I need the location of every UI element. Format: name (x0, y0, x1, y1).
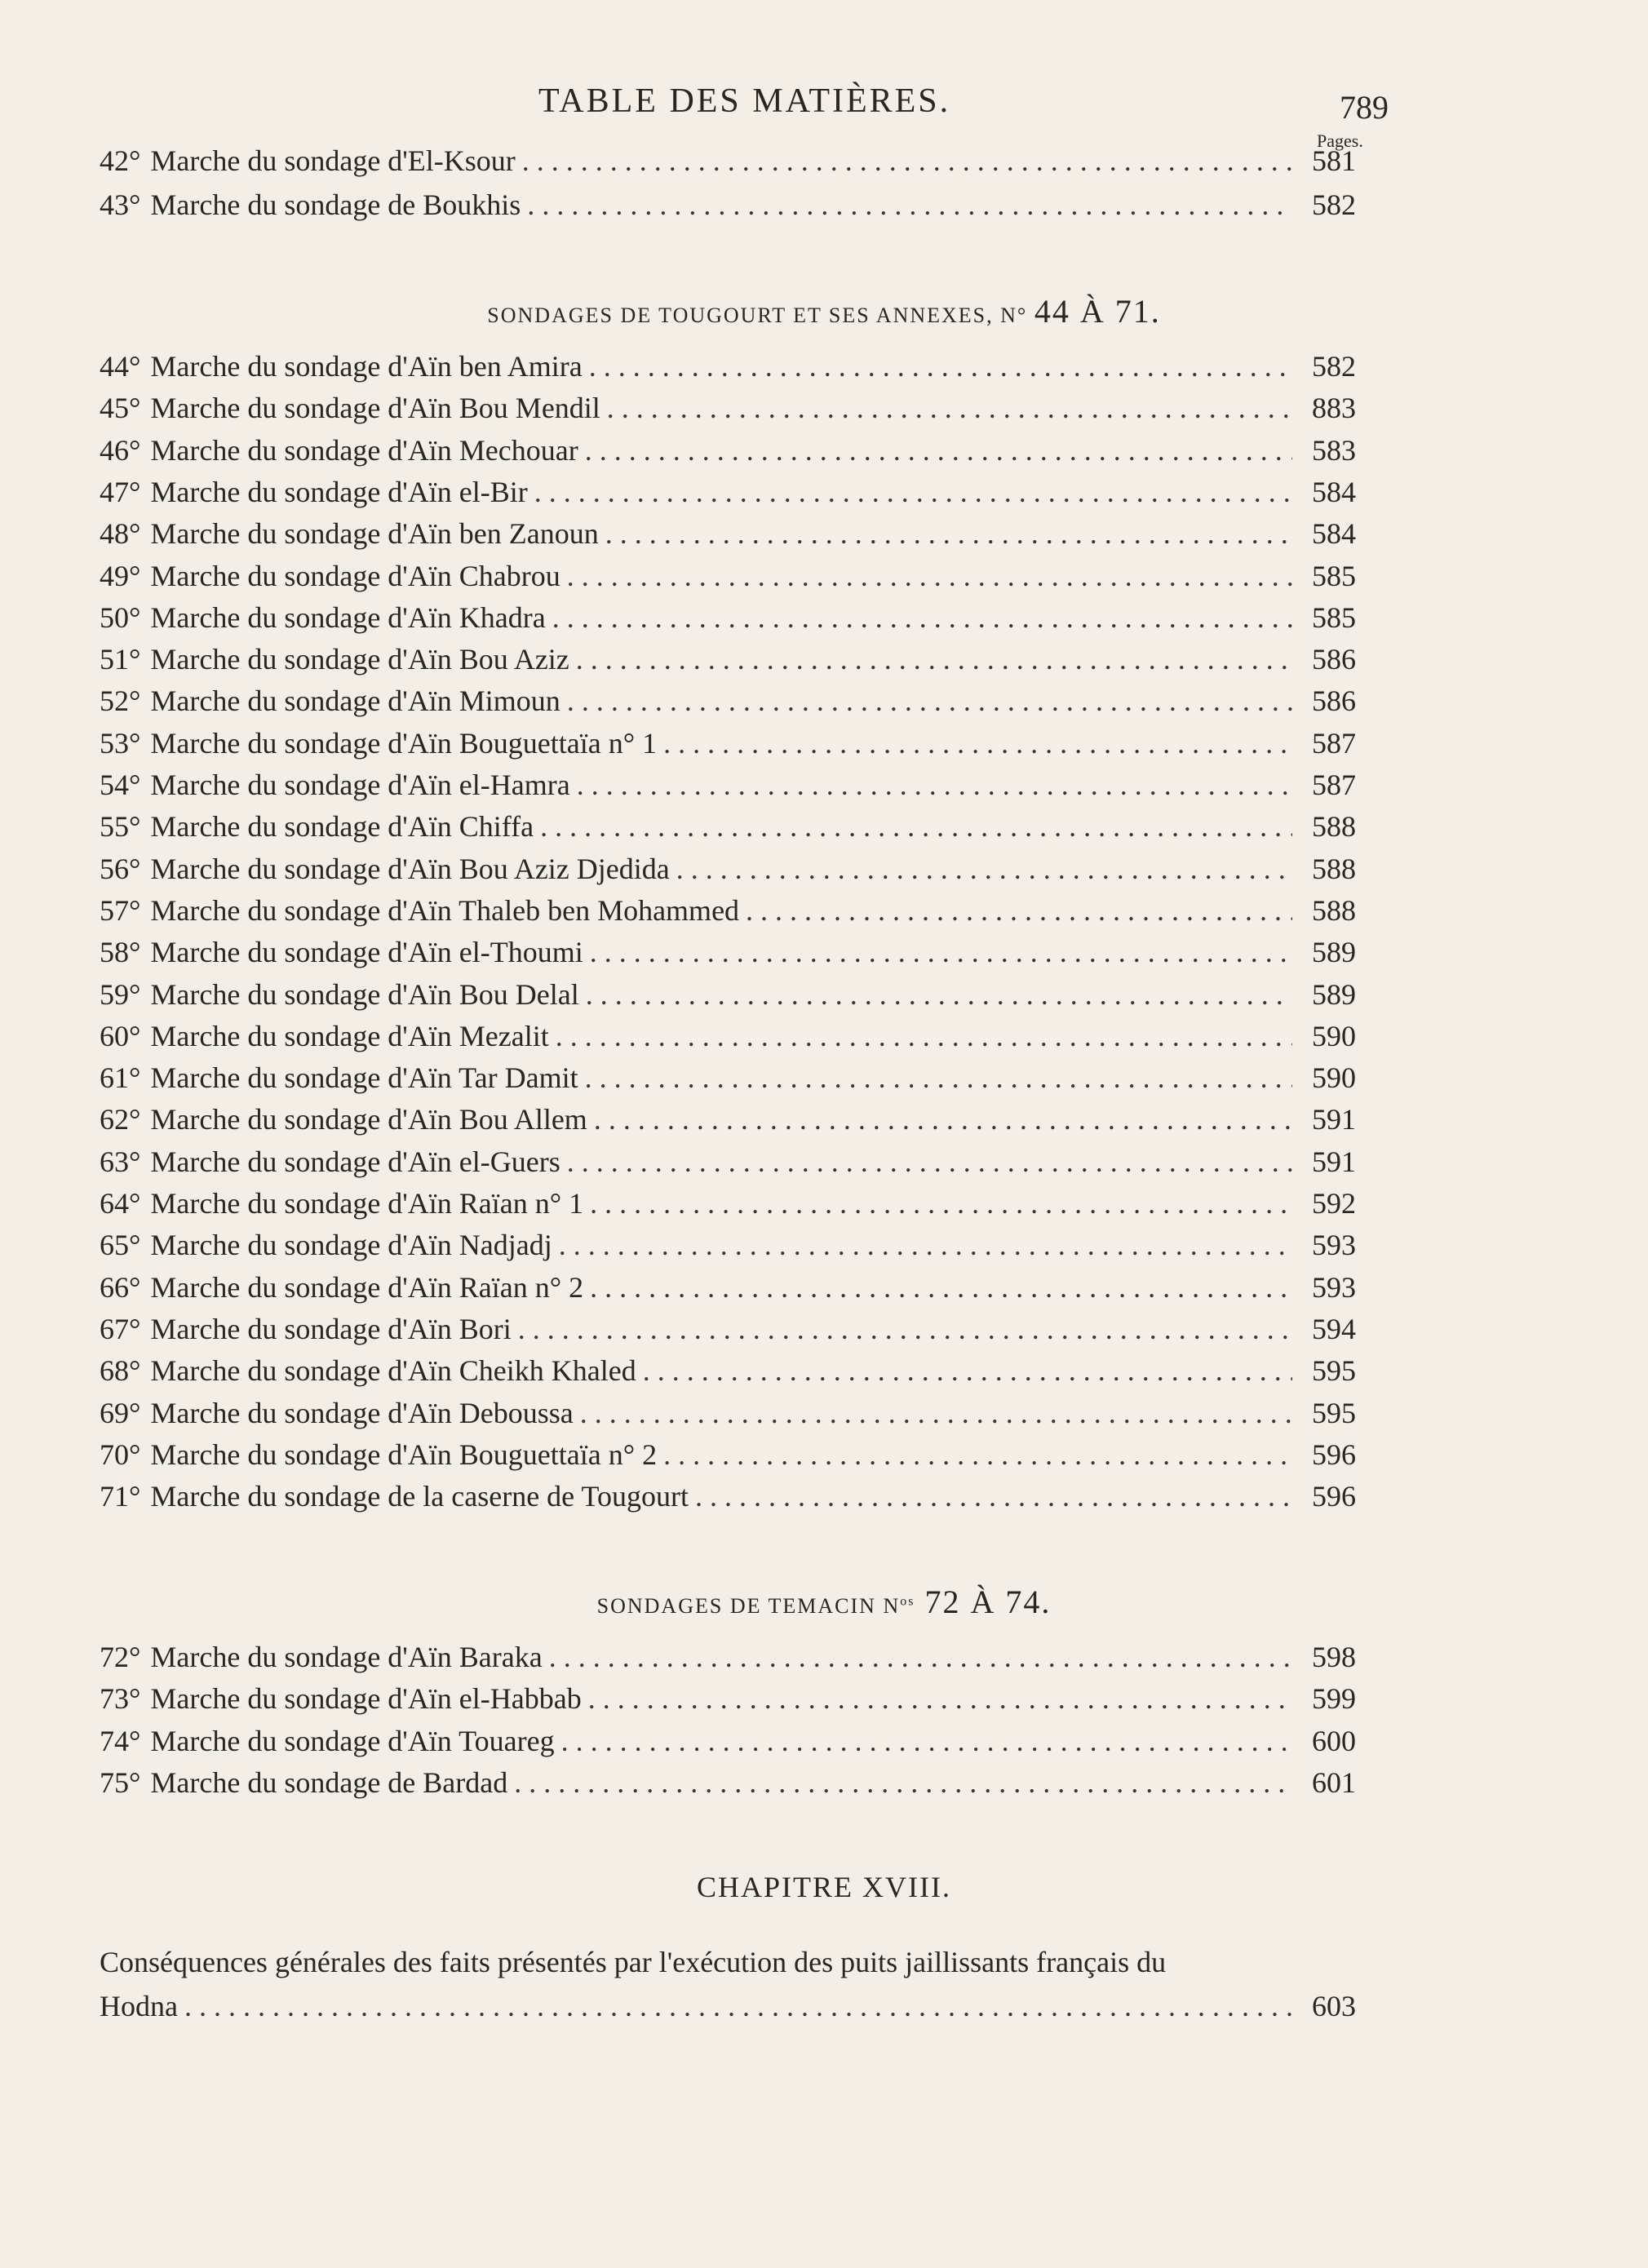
entry-number: 42° (100, 144, 141, 177)
running-header (0, 75, 1648, 132)
toc-entry (100, 600, 1356, 641)
entry-number: 75° (100, 1765, 141, 1799)
entry-number: 70° (100, 1437, 141, 1471)
entry-page: 593 (1312, 1270, 1356, 1304)
entry-number: 74° (100, 1724, 141, 1757)
dot-leader (590, 1270, 1292, 1305)
entry-title: Marche du sondage d'Aïn Bouguettaïa n° 2 (150, 1437, 658, 1471)
toc-entry (100, 1228, 1356, 1269)
toc-entry (100, 1270, 1356, 1311)
toc-entry (100, 1396, 1356, 1437)
entry-title: Marche du sondage d'Aïn Baraka (150, 1641, 543, 1673)
entry-title: Marche du sondage d'Aïn Mimoun (150, 684, 560, 718)
entry-number: 43° (100, 188, 141, 221)
dot-leader (663, 726, 1292, 760)
dot-leader (590, 935, 1292, 969)
entry-number: 55° (100, 810, 141, 844)
entry-page: 590 (1312, 1061, 1356, 1095)
entry-page: 883 (1312, 392, 1356, 425)
entry-page: 583 (1312, 433, 1356, 467)
dot-leader (184, 1989, 1292, 2023)
entry-title: Marche du sondage d'Aïn Raïan n° 1 (150, 1187, 584, 1220)
entry-title: Marche du sondage d'Aïn Thaleb ben Mohammed (150, 893, 740, 927)
section-heading-temacin (0, 1583, 1648, 1621)
entry-page: 594 (1312, 1312, 1356, 1345)
entry-title: Marche du sondage de Boukhis (150, 188, 521, 221)
dot-leader (607, 391, 1292, 425)
entry-page: 599 (1312, 1682, 1356, 1716)
header-title: TABLE DES MATIÈRES. (538, 82, 951, 120)
dot-leader (567, 559, 1292, 593)
entry-title: Marche du sondage d'Aïn Bori (150, 1312, 512, 1345)
section-heading-tougourt (0, 292, 1648, 330)
entry-page: 591 (1312, 1103, 1356, 1136)
chapter-title: CHAPITRE XVIII. (697, 1871, 951, 1903)
toc-entry (100, 391, 1356, 432)
toc-entry (100, 1765, 1356, 1806)
toc-entry (100, 349, 1356, 390)
dot-leader (552, 600, 1292, 635)
entry-number: 65° (100, 1229, 141, 1262)
dot-leader (663, 1437, 1292, 1472)
entry-number: 51° (100, 643, 141, 676)
toc-entry (100, 1353, 1356, 1394)
entry-number: 46° (100, 433, 141, 467)
entry-number: 61° (100, 1061, 141, 1095)
entry-title: Marche du sondage d'Aïn Nadjadj (150, 1229, 552, 1262)
entry-page: 585 (1312, 559, 1356, 592)
dot-leader (676, 852, 1292, 886)
entry-number: 45° (100, 392, 141, 425)
entry-page: 596 (1312, 1480, 1356, 1513)
entry-number: 63° (100, 1145, 141, 1178)
entry-number: 68° (100, 1354, 141, 1388)
toc-entry (100, 1640, 1356, 1681)
entry-title: Marche du sondage d'Aïn el-Bir (150, 475, 528, 508)
dot-leader (540, 809, 1292, 844)
toc-entry (100, 809, 1356, 850)
dot-leader (585, 1061, 1292, 1095)
entry-title: Hodna (100, 1990, 178, 2022)
toc-entry (100, 1479, 1356, 1520)
toc-entry (100, 1437, 1356, 1478)
dot-leader (590, 1186, 1292, 1220)
entry-number: 64° (100, 1187, 141, 1220)
entry-title: Marche du sondage d'Aïn el-Hamra (150, 769, 570, 801)
entry-page: 584 (1312, 475, 1356, 508)
toc-entry (100, 433, 1356, 474)
entry-title: Marche du sondage de la caserne de Tougourt (150, 1480, 689, 1513)
dot-leader (594, 1102, 1292, 1136)
toc-entry (100, 1681, 1356, 1722)
entry-title: Marche du sondage d'Aïn Bou Delal (150, 977, 579, 1011)
entry-number: 59° (100, 977, 141, 1011)
dot-leader (580, 1396, 1292, 1430)
entry-page: 586 (1312, 643, 1356, 676)
entry-page: 596 (1312, 1437, 1356, 1471)
entry-page: 581 (1312, 144, 1356, 177)
entry-number: 62° (100, 1103, 141, 1136)
entry-page: 588 (1312, 893, 1356, 927)
toc-entry (100, 559, 1356, 600)
entry-page: 584 (1312, 517, 1356, 551)
toc-entry (100, 1186, 1356, 1227)
toc-entry (100, 516, 1356, 557)
entry-title: Marche du sondage d'Aïn Raïan n° 2 (150, 1270, 584, 1304)
dot-leader (567, 684, 1292, 718)
toc-entry (100, 768, 1356, 808)
entry-title: Marche du sondage d'El-Ksour (150, 144, 516, 177)
entry-number: 67° (100, 1312, 141, 1345)
entry-page: 590 (1312, 1019, 1356, 1052)
entry-title: Marche du sondage d'Aïn Bou Allem (150, 1103, 587, 1136)
section-title: SONDAGES DE TEMACIN N (596, 1594, 901, 1618)
toc-entry (100, 188, 1356, 228)
entry-number: 69° (100, 1396, 141, 1429)
toc-entry (100, 935, 1356, 976)
dot-leader (549, 1640, 1292, 1674)
entry-title: Marche du sondage d'Aïn Chiffa (150, 810, 534, 844)
entry-page: 592 (1312, 1187, 1356, 1220)
entry-number: 48° (100, 517, 141, 551)
entry-title: Marche du sondage de Bardad (150, 1765, 508, 1799)
toc-entry (100, 1312, 1356, 1353)
entry-title: Marche du sondage d'Aïn Mechouar (150, 433, 578, 467)
dot-leader (556, 1019, 1292, 1053)
header-page-number: 789 (1340, 89, 1389, 126)
entry-title: Marche du sondage d'Aïn Touareg (150, 1724, 555, 1757)
entry-page: 603 (1312, 1990, 1356, 2022)
dot-leader (746, 893, 1292, 928)
toc-entry (100, 1102, 1356, 1143)
entry-page: 589 (1312, 977, 1356, 1011)
toc-entry (100, 1145, 1356, 1185)
dot-leader (589, 349, 1292, 383)
entry-page: 588 (1312, 852, 1356, 885)
entry-number: 60° (100, 1019, 141, 1052)
entry-title: Marche du sondage d'Aïn ben Zanoun (150, 517, 599, 551)
dot-leader (576, 642, 1292, 676)
chapter-entry (100, 1989, 1356, 2030)
entry-number: 53° (100, 726, 141, 760)
entry-number: 50° (100, 600, 141, 634)
dot-leader (643, 1353, 1292, 1388)
entry-number: 47° (100, 475, 141, 508)
entry-number: 73° (100, 1682, 141, 1716)
entry-title: Marche du sondage d'Aïn Chabrou (150, 559, 560, 592)
dot-leader (534, 475, 1292, 509)
entry-title: Marche du sondage d'Aïn el-Thoumi (150, 936, 583, 969)
section-superscript: os (900, 1594, 915, 1609)
dot-leader (559, 1228, 1292, 1262)
entry-number: 71° (100, 1480, 141, 1513)
toc-entry (100, 977, 1356, 1018)
dot-leader (605, 516, 1292, 551)
entry-title: Marche du sondage d'Aïn Mezalit (150, 1019, 549, 1052)
entry-number: 57° (100, 893, 141, 927)
entry-page: 589 (1312, 936, 1356, 969)
section-title: SONDAGES DE TOUGOURT ET SES ANNEXES, N° (487, 303, 1034, 327)
entry-page: 600 (1312, 1724, 1356, 1757)
dot-leader (586, 977, 1292, 1012)
entry-page: 588 (1312, 810, 1356, 844)
entry-number: 56° (100, 852, 141, 885)
entry-number: 44° (100, 350, 141, 383)
entry-title: Marche du sondage d'Aïn Cheikh Khaled (150, 1354, 636, 1388)
section-range: 72 À 74. (915, 1584, 1052, 1620)
entry-page: 582 (1312, 350, 1356, 383)
entry-title: Marche du sondage d'Aïn Bouguettaïa n° 1 (150, 726, 658, 760)
entry-title: Marche du sondage d'Aïn Bou Mendil (150, 392, 600, 425)
dot-leader (561, 1724, 1292, 1758)
entry-title: Marche du sondage d'Aïn el-Guers (150, 1145, 560, 1178)
toc-entry (100, 1724, 1356, 1765)
entry-page: 598 (1312, 1641, 1356, 1673)
entry-page: 585 (1312, 600, 1356, 634)
entry-page: 591 (1312, 1145, 1356, 1178)
entry-page: 595 (1312, 1354, 1356, 1388)
entry-page: 582 (1312, 188, 1356, 221)
pages-label: Pages. (1317, 131, 1363, 151)
toc-entry (100, 726, 1356, 767)
entry-page: 587 (1312, 769, 1356, 801)
entry-page: 593 (1312, 1229, 1356, 1262)
toc-entry (100, 475, 1356, 516)
section-range: 44 À 71. (1034, 293, 1161, 330)
entry-number: 72° (100, 1641, 141, 1673)
entry-title: Marche du sondage d'Aïn Khadra (150, 600, 546, 634)
dot-leader (567, 1145, 1292, 1179)
dot-leader (518, 1312, 1292, 1346)
toc-entry (100, 1061, 1356, 1101)
entry-page: 601 (1312, 1765, 1356, 1799)
entry-title: Marche du sondage d'Aïn Deboussa (150, 1396, 574, 1429)
dot-leader (514, 1765, 1292, 1800)
toc-entry (100, 852, 1356, 893)
dot-leader (695, 1479, 1292, 1513)
entry-title: Marche du sondage d'Aïn Bou Aziz (150, 643, 569, 676)
entry-number: 52° (100, 684, 141, 718)
toc-entry (100, 144, 1356, 184)
entry-title: Marche du sondage d'Aïn Bou Aziz Djedida (150, 852, 670, 885)
entry-title: Marche du sondage d'Aïn el-Habbab (150, 1682, 582, 1716)
entry-number: 58° (100, 936, 141, 969)
toc-entry (100, 642, 1356, 683)
entry-number: 54° (100, 769, 141, 801)
chapter-entry-line1: Conséquences générales des faits présentés par l'exécution des puits jaillissants français du (100, 1946, 1167, 1978)
dot-leader (585, 433, 1292, 467)
dot-leader (577, 768, 1292, 802)
dot-leader (527, 188, 1292, 222)
entry-title: Marche du sondage d'Aïn ben Amira (150, 350, 583, 383)
dot-leader (588, 1681, 1292, 1716)
entry-title: Marche du sondage d'Aïn Tar Damit (150, 1061, 578, 1095)
toc-entry (100, 684, 1356, 724)
entry-number: 66° (100, 1270, 141, 1304)
dot-leader (522, 144, 1292, 178)
toc-entry (100, 1019, 1356, 1060)
toc-entry (100, 893, 1356, 934)
entry-number: 49° (100, 559, 141, 592)
entry-page: 587 (1312, 726, 1356, 760)
entry-page: 586 (1312, 684, 1356, 718)
entry-page: 595 (1312, 1396, 1356, 1429)
